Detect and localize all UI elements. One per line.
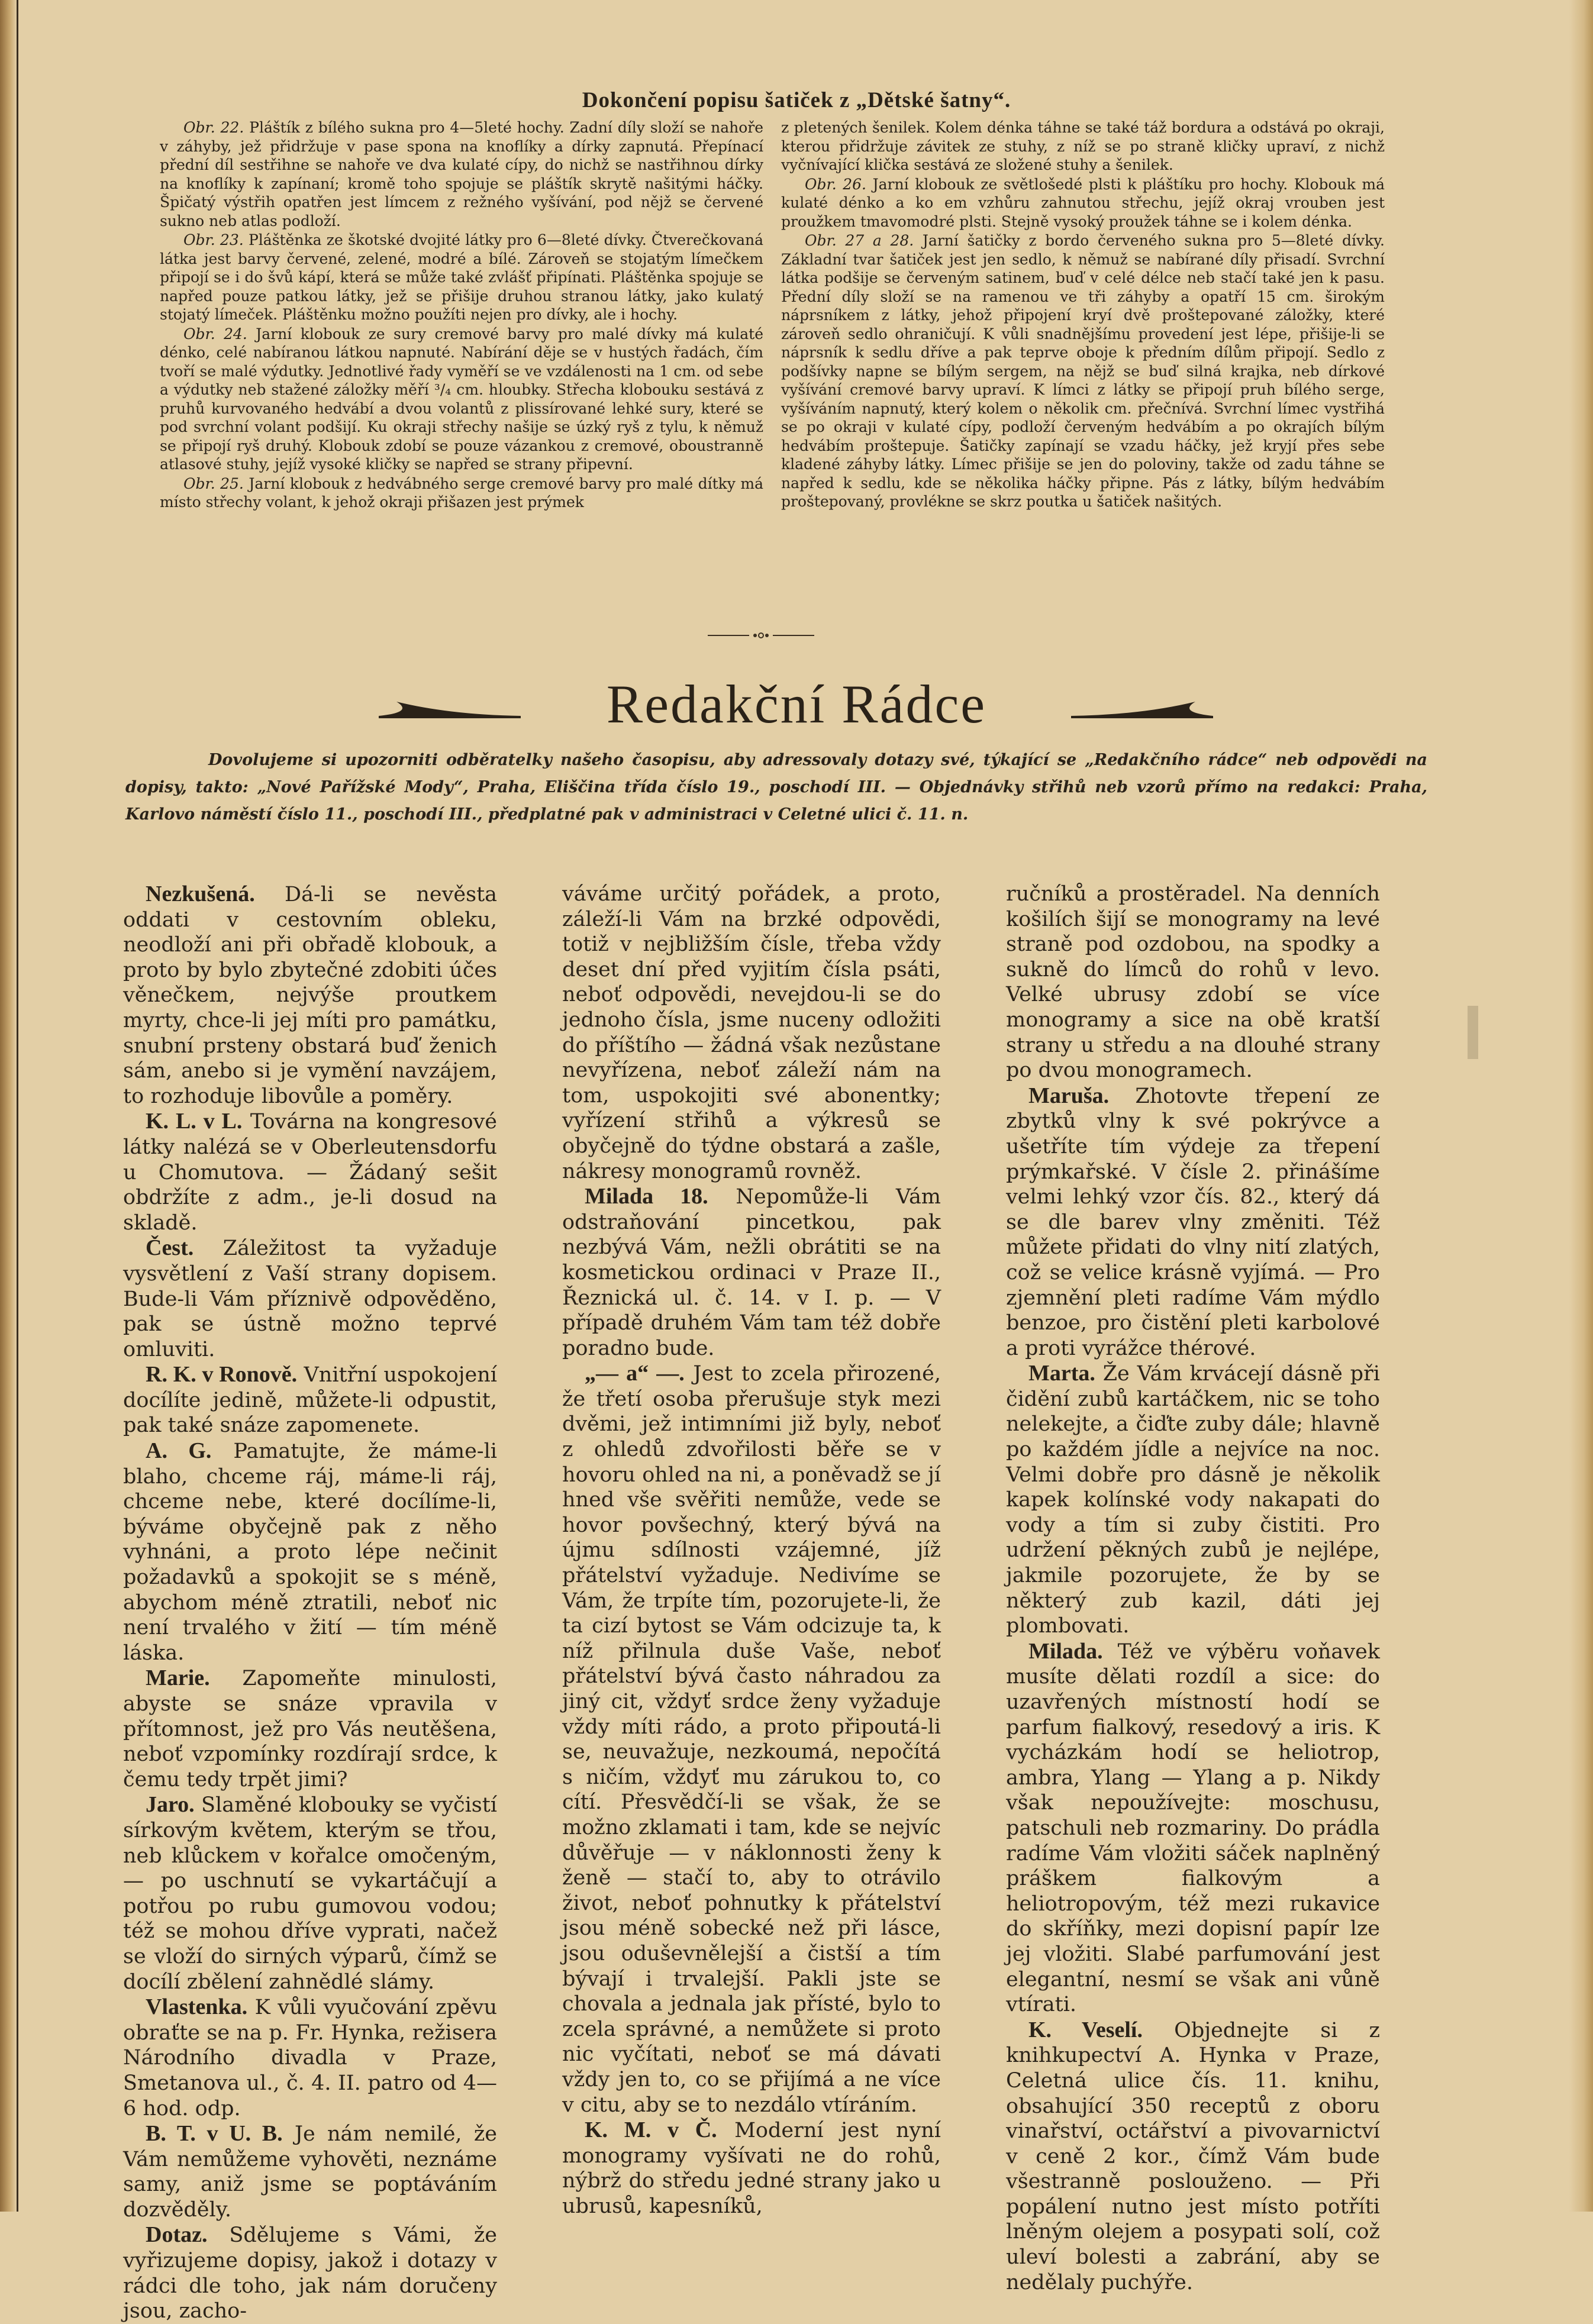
answer-entry xyxy=(123,1665,497,1792)
answers-columns xyxy=(0,882,1593,2323)
description-paragraph: Obr. 25. Jarní klobouk z hedvábného serge cremové barvy pro malé dítky má místo střechy volant, k jehož okraji přišazen jest prýmek xyxy=(160,475,763,511)
answer-text: Že Vám krvácejí dásně při čidění zubů kartáčkem, nic se toho nelekejte, a čiďte zuby dále; hlavně po každém jídle a nejvíce na noc. Velmi dobře pro dásně je několik kapek kolínské vody nakapati do vody a tím si zuby čistiti. Pro udržení pěkných zubů je nejlépe, jakmile pozorujete, že by se některý zub kazil, dáti jej plombovati. xyxy=(1006,1362,1380,1638)
descriptions-left-column xyxy=(160,118,763,512)
answer-entry xyxy=(123,1235,497,1362)
answer-entry xyxy=(1006,2018,1380,2296)
answer-text: K vůli vyučování zpěvu obraťte se na p. Fr. Hynka, režisera Národního divadla v Praze, Smetanova ul., č. 4. II. patro od 4—6 hod. odp. xyxy=(123,1996,497,2120)
answer-text: Pamatujte, že máme-li blaho, chceme ráj, máme-li ráj, chceme nebe, které docílíme-li, býváme obyčejně pak z něho vyhnáni, a proto lépe nečinit požadavků a spokojit se s méně, abychom méně ztratili, neboť nic není trvalého v žití — tím méně láska. xyxy=(123,1439,497,1665)
addressee-name: Marta. xyxy=(1028,1361,1095,1386)
description-paragraph: Obr. 27 a 28. Jarní šatičky z bordo červeného sukna pro 5—8leté dívky. Základní tvar šatiček jest jen sedlo, k němuž se nabírané díly přisadí. Svrchní látka podšije se červeným satinem, buď v celé délce neb stačí také jen k pasu. Přední díly složí se na ramenou ve tři záhyby a opatří 15 cm. širokým náprsníkem z látky, jehož připojení kryí dvě proštepované záložky, které zároveň sedlo ohraničují. K vůli snadnějšímu provedení jest lépe, přišije-li se náprsník k sedlu dříve a pak teprve oboje k předním dílům připojí. Sedlo z podšívky napne se bílým sergem, na nějž se buď silná krajka, neb dírkové vyšívání cremové barvy upraví. K límci z látky se připojí pruh bílého serge, vyšíváním napnutý, který kolem o několik cm. přečnívá. Svrchní límec vystřihá se po okraji v kulaté cípy, podloží červeným hedvábím a po okrajích bílým hedvábím proštepuje. Šatičky zapínají se vzadu háčky, jež kryjí přes sebe kladené záhyby látky. Límec přišije se jen do poloviny, takže od zadu táhne se napřed k sedlu, kde se několika háčky připne. Pás z látky, bílým hedvábím proštepovaný, provlékne se skrz poutka u šatiček našitých. xyxy=(781,232,1385,510)
addressee-name: R. K. v Ronově. xyxy=(146,1362,298,1387)
answer-entry xyxy=(1006,1639,1380,2018)
answer-text: Dá-li se nevěsta oddati v cestovním obleku, neodloží ani při obřadě klobouk, a proto by bylo zbytečné zdobiti účes věnečkem, nejvýše proutkem myrty, chce-li jej míti pro památku, snubní prsteny obstará buď ženich sám, anebo si je vymění navzájem, to rozhoduje libovůle a poměry. xyxy=(123,883,497,1108)
answers-column-2 xyxy=(562,882,941,2219)
addressee-name: Jaro. xyxy=(146,1792,195,1818)
addressee-name: Dotaz. xyxy=(146,2222,208,2248)
margin-smudge xyxy=(1468,1006,1478,1059)
answers-column-3 xyxy=(1006,882,1380,2295)
rubric-header xyxy=(0,669,1593,740)
addressee-name: K. Veselí. xyxy=(1028,2017,1143,2042)
answer-text: Zhotovte třepení ze zbytků vlny k své pokrývce a ušetříte tím výdeje za třepení prýmkařské. V čísle 2. přinášíme velmi lehký vzor čís. 82., který dá se dle barev vlny změniti. Též můžete přidati do vlny nití zlatých, což se velice krásně vyjímá. — Pro zjemnění pleti radíme Vám mýdlo benzoe, pro čistění pleti karbolové a proti vyrážce thérové. xyxy=(1006,1084,1380,1360)
answers-column-1 xyxy=(123,882,497,2324)
descriptions-right-column xyxy=(781,118,1385,512)
answer-text: Vnitřní uspokojení docílíte jedině, můžete-li odpustit, pak také snáze zapomenete. xyxy=(123,1363,497,1438)
title-swoosh-right-icon xyxy=(1071,701,1213,721)
answer-text: Též ve výběru voňavek musíte dělati rozdíl a sice: do uzavřených místností hodí se parfum fialkový, resedový a iris. K vycházkám hodí se heliotrop, ambra, Ylang — Ylang a p. Nikdy však nepoužívejte: moschusu, patschuli neb rozmariny. Do prádla radíme Vám vložiti sáček naplněný práškem fialkovým a heliotropovým, též mezi rukavice do skříňky, mezi dopisní papír lze jej vložiti. Slabé parfumování jest elegantní, nesmí se však ani vůně vtírati. xyxy=(1006,1639,1380,2017)
description-paragraph: z pletených šenilek. Kolem dénka táhne se také táž bordura a odstává po okraji, kterou přidržuje závitek ze stuhy, z níž se po straně kličky upraví, z nichž vyčnívající klička sestává ze složené stuhy a šenilek. xyxy=(781,119,1385,173)
description-paragraph: Obr. 23. Pláštěnka ze škotské dvojité látky pro 6—8leté dívky. Čtverečkovaná látka jest barvy červené, zelené, modré a bílé. Zároveň se stojatým límečkem připojí se i do švů kápí, která se může také zvlášť připínati. Pláštěnka spojuje se napřed pouze patkou látky, jež se přišije druhou stranou látky, jako kulatý stojatý límeček. Pláštěnku možno použíti nejen pro dívky, ale i hochy. xyxy=(160,231,764,323)
continuation-heading: Dokončení popisu šatiček z „Dětské šatny“. xyxy=(582,88,1011,112)
answer-entry xyxy=(1006,882,1380,1083)
editorial-notice: Dovolujeme si upozorniti odběratelky našeho časopisu, aby adressovaly dotazy své, týkající se „Redakčního rádce“ neb odpovědi na dopisy, takto: „Nové Pařížské Mody“, Praha, Eliščina třída číslo 19., poschodí III. — Objednávky střihů neb vzorů přímo na redakci: Praha, Karlovo náměstí číslo 11., poschodí III., předplatné pak v administraci v Celetné ulici č. 11. n. xyxy=(125,751,1427,824)
answer-text: Objednejte si z knihkupectví A. Hynka v Praze, Celetná ulice čís. 11. knihu, obsahující 350 receptů z oboru vinařství, octářství a pivovarnictví v ceně 2 kor., čímž Vám bude všestranně poslouženo. — Při popálení nutno jest místo potříti lněným olejem a posypati solí, což uleví bolesti a zabrání, aby se nedělaly puchýře. xyxy=(1006,2018,1380,2294)
answer-text: Sdělujeme s Vámi, že vyřizujeme dopisy, jakož i dotazy v rádci dle toho, jak nám doručeny jsou, zacho- xyxy=(123,2223,497,2323)
addressee-name: Marie. xyxy=(146,1665,210,1691)
answer-text: váváme určitý pořádek, a proto, záleží-li Vám na brzké odpovědi, totiž v nejbližším čísle, třeba vždy deset dní před vyjitím čísla psáti, neboť odpovědi, nevejdou-li se do jednoho čísla, jsme nuceny odložiti do příštího — žádná však nezůstane nevyřízena, neboť záleží nám na tom, uspokojiti své abonentky; vyřízení střihů a výkresů se obyčejně do týdne obstará a zašle, nákresy monogramů rovněž. xyxy=(562,882,941,1183)
answer-text: Je nám nemilé, že Vám nemůžeme vyhověti, neznáme samy, aniž jsme se poptáváním dozvěděly. xyxy=(123,2122,497,2222)
answer-entry xyxy=(562,2118,941,2219)
answer-entry xyxy=(123,1994,497,2121)
addressee-name: B. T. v U. B. xyxy=(146,2121,283,2147)
addressee-name: Milada 18. xyxy=(585,1184,708,1209)
answer-entry xyxy=(123,2222,497,2323)
answer-text: Zapomeňte minulosti, abyste se snáze vpravila v přítomnost, jež pro Vás neutěšena, neboť vzpomínky rozdírají srdce, k čemu tedy trpět jimi? xyxy=(123,1667,497,1792)
answer-entry xyxy=(562,1361,941,2118)
answer-entry xyxy=(123,1792,497,1994)
addressee-name: Nezkušená. xyxy=(146,882,255,906)
addressee-name: K. L. v L. xyxy=(146,1109,243,1134)
addressee-name: A. G. xyxy=(146,1438,212,1464)
answer-entry xyxy=(562,882,941,1184)
addressee-name: Milada. xyxy=(1028,1638,1103,1664)
addressee-name: K. M. v Č. xyxy=(585,2118,717,2143)
answer-entry xyxy=(123,1362,497,1438)
answer-text: ručníků a prostěradel. Na denních košilích šijí se monogramy na levé straně pod ozdobou, na spodky a sukně do límců do rohů v levo. Velké ubrusy zdobí se více monogramy a sice na obě kratší strany u středu a na dlouhé strany po dvou monogramech. xyxy=(1006,882,1380,1083)
answer-text: Záležitost ta vyžaduje vysvětlení z Vaší strany dopisem. Bude-li Vám příznivě odpověděno, pak se ústně možno teprvé omluviti. xyxy=(123,1237,497,1361)
answer-text: Nepomůže-li Vám odstraňování pincetkou, pak nezbývá Vám, nežli obrátiti se na kosmetickou ordinaci v Praze II., Řeznická ul. č. 14. v I. p. — V případě druhém Vám tam též dobře poradno bude. xyxy=(562,1185,941,1360)
answer-text: Slaměné klobouky se vyčistí sírkovým květem, kterým se třou, neb klůckem v kořalce omočeným, — po uschnutí se vykartáčují a potřou po rubu gumovou vodou; též se mohou dříve vyprati, načež se vloží do sirných výparů, čímž se docílí zbělení zahnědlé slámy. xyxy=(123,1793,497,1994)
addressee-name: Maruša. xyxy=(1028,1083,1110,1108)
addressee-name: „— a“ —. xyxy=(585,1361,685,1386)
answer-entry xyxy=(123,1438,497,1665)
answer-entry xyxy=(123,1109,497,1235)
description-paragraph: Obr. 26. Jarní klobouk ze světlošedé plsti k pláštíku pro hochy. Klobouk má kulaté dénko a ko em vzhůru zahnutou střechu, jejíž okraj vrouben jest proužkem tmavomodré plsti. Stejně vysoký proužek táhne se i kolem dénka. xyxy=(781,175,1385,230)
answer-entry xyxy=(123,2121,497,2222)
description-paragraph: Obr. 24. Jarní klobouk ze sury cremové barvy pro malé dívky má kulaté dénko, celé nabíranou látkou napnuté. Nabírání děje se v hustých řadách, čím tvoří se malé výdutky. Jednotlivé řady vyměří se ve vzdálenosti na 1 cm. od sebe a výdutky neb stažené záložky měří ³/₄ cm. hloubky. Střecha klobouku sestává z pruhů kurvovaného hedvábí a dvou volantů z plissírované lehké sury, které se pod svrchní volant podšijí. Ku okraji střechy našije se úzký ryš z tylu, k němuž se připojí ryš druhý. Klobouk zdobí se pouze vázankou z cremové, oboustranně atlasové stuhy, jejíž vysoké kličky se napřed se strany připevní. xyxy=(160,325,763,473)
answer-text: Továrna na kongresové látky nalézá se v Oberleutensdorfu u Chomutova. — Žádaný sešit obdržíte z adm., je-li dosud na skladě. xyxy=(123,1110,498,1235)
answer-text: Moderní jest nyní monogramy vyšívati ne do rohů, nýbrž do středu jedné strany jako u ubrusů, kapesníků, xyxy=(562,2119,941,2218)
answer-entry xyxy=(1006,1083,1380,1361)
addressee-name: Vlastenka. xyxy=(146,1994,248,2020)
answer-entry xyxy=(1006,1361,1380,1639)
answer-entry xyxy=(123,882,497,1109)
answer-entry xyxy=(562,1184,941,1361)
divider-ornament xyxy=(708,628,814,643)
addressee-name: Čest. xyxy=(146,1235,194,1261)
description-paragraph: Obr. 22. Pláštík z bílého sukna pro 4—5leté hochy. Zadní díly složí se nahoře v záhyby, jež přidržuje v pase spona na knoflíky a dírky zapnutá. Přepínací přední díl sestřihne se nahoře ve dva kulaté cípy, do nichž se nastřihnou dírky na knoflíky k zapínaní; kromě toho spojuje se pláštík skrytě našitými háčky. Špičatý výstřih opatřen jest límcem z režného vyšívání, pod nějž se červené sukno neb atlas podloží. xyxy=(160,119,763,230)
pattern-descriptions xyxy=(160,118,1414,615)
answer-text: Jest to zcela přirozené, že třetí osoba přerušuje styk mezi dvěmi, jež intimními již byly, neboť z ohledů zdvořilosti běře se v hovoru ohled na ni, a poněvadž se jí hned vše svěřiti nemůže, vede se hovor povšechný, který bývá na újmu sdílnosti vzájemné, jíž přátelství vyžaduje. Nedivíme se Vám, že trpíte tím, pozorujete-li, že ta cizí bytost se Vám odcizuje ta, k níž přilnula duše Vaše, neboť přátelství bývá často náhradou za jiný cit, vždyť srdce ženy vyžaduje vždy míti rádo, a proto připoutá-li se, neuvažuje, nezkoumá, nepočítá s ničím, vždyť mu zárukou to, co cítí. Přesvědčí-li se však, že se možno zklamati i tam, kde se nejvíc důvěřuje — v náklonnosti ženy k ženě — stačí to, aby to otrávilo život, neboť pohnutky k přátelství jsou méně sobecké než při lásce, jsou oduševnělejší a čistší a tím bývají i trvalejší. Pakli jste se chovala a jednala jak přísté, bylo to zcela správné, a nemůžete si proto nic vyčítati, neboť se má dávati vždy jen to, co se přijímá a ne více v citu, aby se to nezdálo vtíráním. xyxy=(562,1362,941,2117)
rubric-title: Redakční Rádce xyxy=(606,674,987,734)
